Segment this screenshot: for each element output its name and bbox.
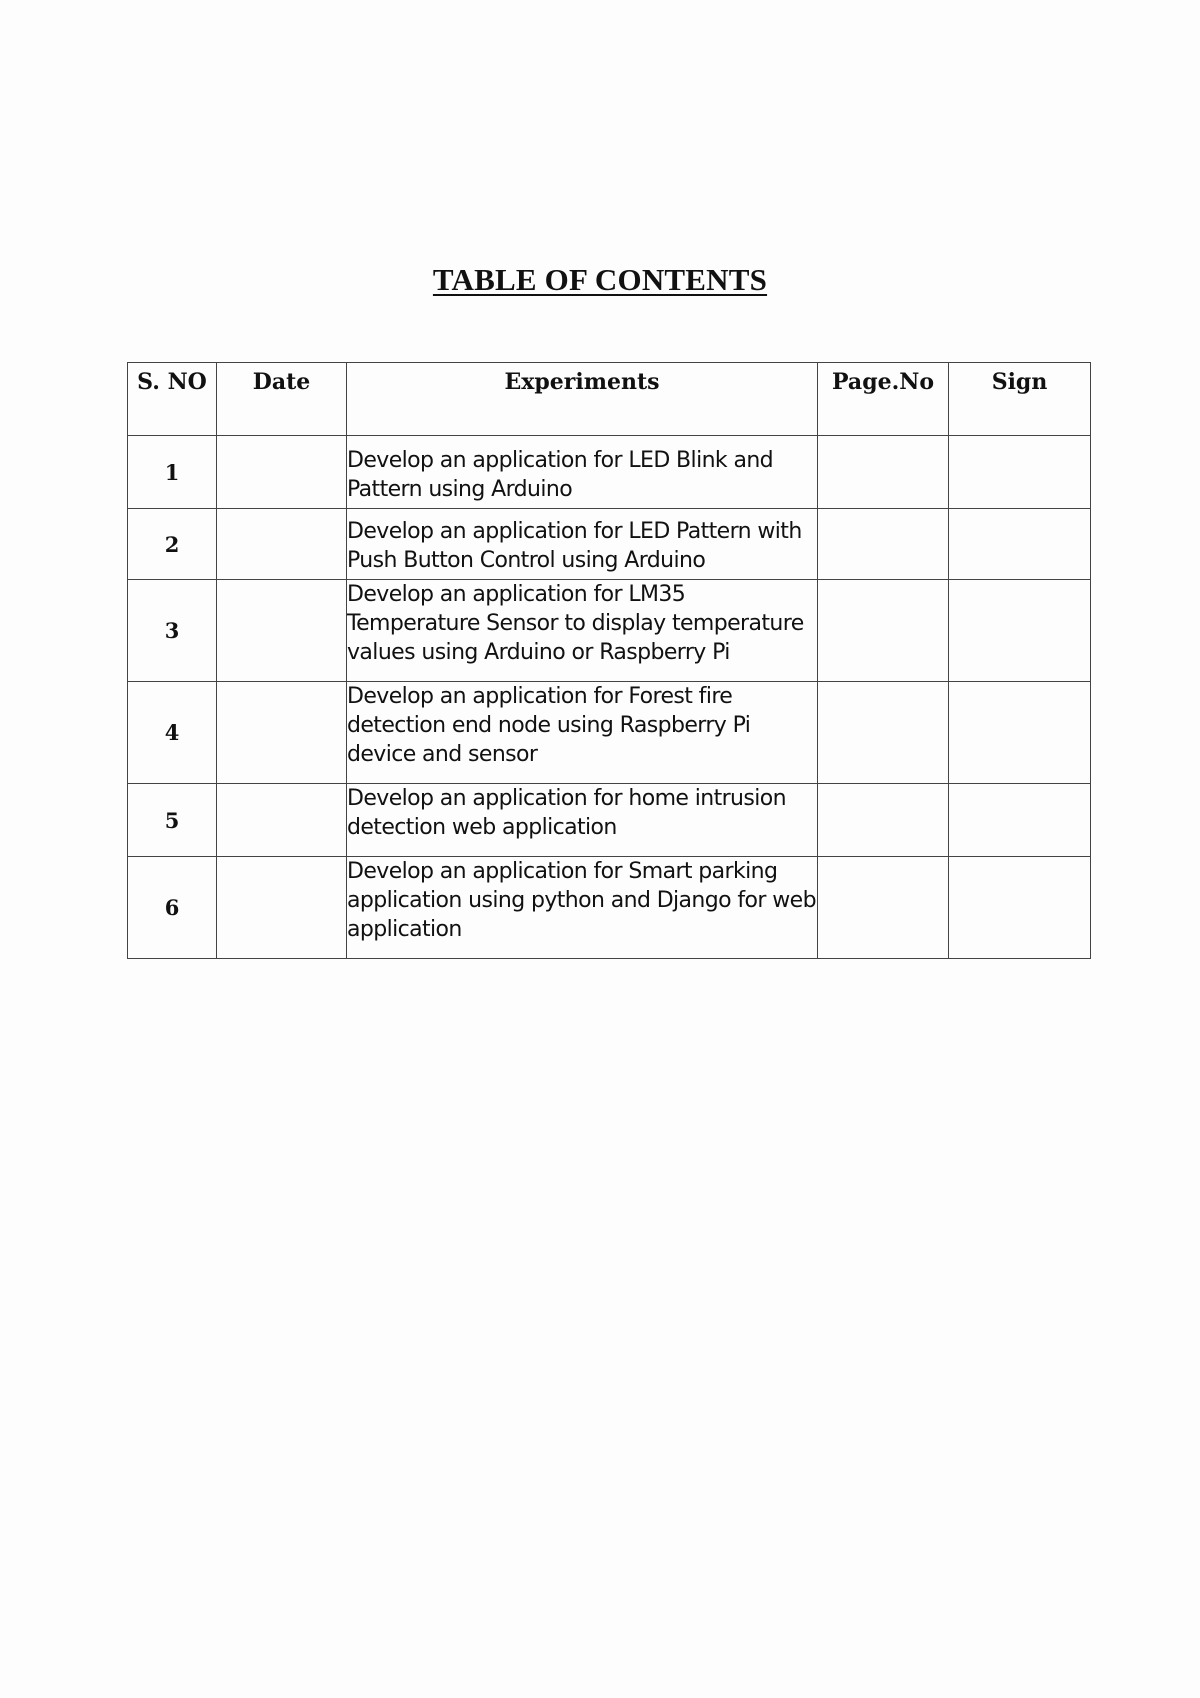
table-row [128, 784, 1091, 857]
header-page-no: Page.No [818, 363, 949, 436]
cell-experiment: Develop an application for LED Pattern with Push Button Control using Arduino [347, 509, 818, 580]
contents-table [127, 362, 1091, 959]
cell-sno: 2 [128, 509, 217, 580]
cell-page-no [818, 784, 949, 857]
cell-sign [949, 857, 1091, 959]
cell-page-no [818, 857, 949, 959]
cell-sign [949, 682, 1091, 784]
cell-date [217, 580, 347, 682]
table-row [128, 857, 1091, 959]
cell-experiment: Develop an application for Forest fire detection end node using Raspberry Pi device and sensor [347, 682, 818, 784]
cell-date [217, 509, 347, 580]
page-title [0, 262, 1200, 298]
header-date: Date [217, 363, 347, 436]
cell-sign [949, 580, 1091, 682]
header-sno: S. NO [128, 363, 217, 436]
header-experiments: Experiments [347, 363, 818, 436]
cell-sno: 3 [128, 580, 217, 682]
cell-date [217, 784, 347, 857]
cell-sno: 5 [128, 784, 217, 857]
cell-date [217, 436, 347, 509]
cell-page-no [818, 580, 949, 682]
table-row [128, 509, 1091, 580]
table-row [128, 436, 1091, 509]
cell-experiment: Develop an application for LM35 Temperature Sensor to display temperature values using Arduino or Raspberry Pi [347, 580, 818, 682]
page-title-text: TABLE OF CONTENTS [432, 262, 768, 297]
cell-date [217, 857, 347, 959]
cell-sno: 4 [128, 682, 217, 784]
cell-experiment: Develop an application for LED Blink and Pattern using Arduino [347, 436, 818, 509]
table-body [128, 436, 1091, 959]
cell-page-no [818, 436, 949, 509]
cell-sign [949, 509, 1091, 580]
cell-date [217, 682, 347, 784]
cell-sno: 1 [128, 436, 217, 509]
cell-sno: 6 [128, 857, 217, 959]
cell-experiment: Develop an application for Smart parking application using python and Django for web application [347, 857, 818, 959]
cell-sign [949, 784, 1091, 857]
table-row [128, 580, 1091, 682]
cell-page-no [818, 682, 949, 784]
cell-page-no [818, 509, 949, 580]
table-header [128, 363, 1091, 436]
cell-sign [949, 436, 1091, 509]
header-row [128, 363, 1091, 436]
header-sign: Sign [949, 363, 1091, 436]
table-row [128, 682, 1091, 784]
cell-experiment: Develop an application for home intrusion detection web application [347, 784, 818, 857]
